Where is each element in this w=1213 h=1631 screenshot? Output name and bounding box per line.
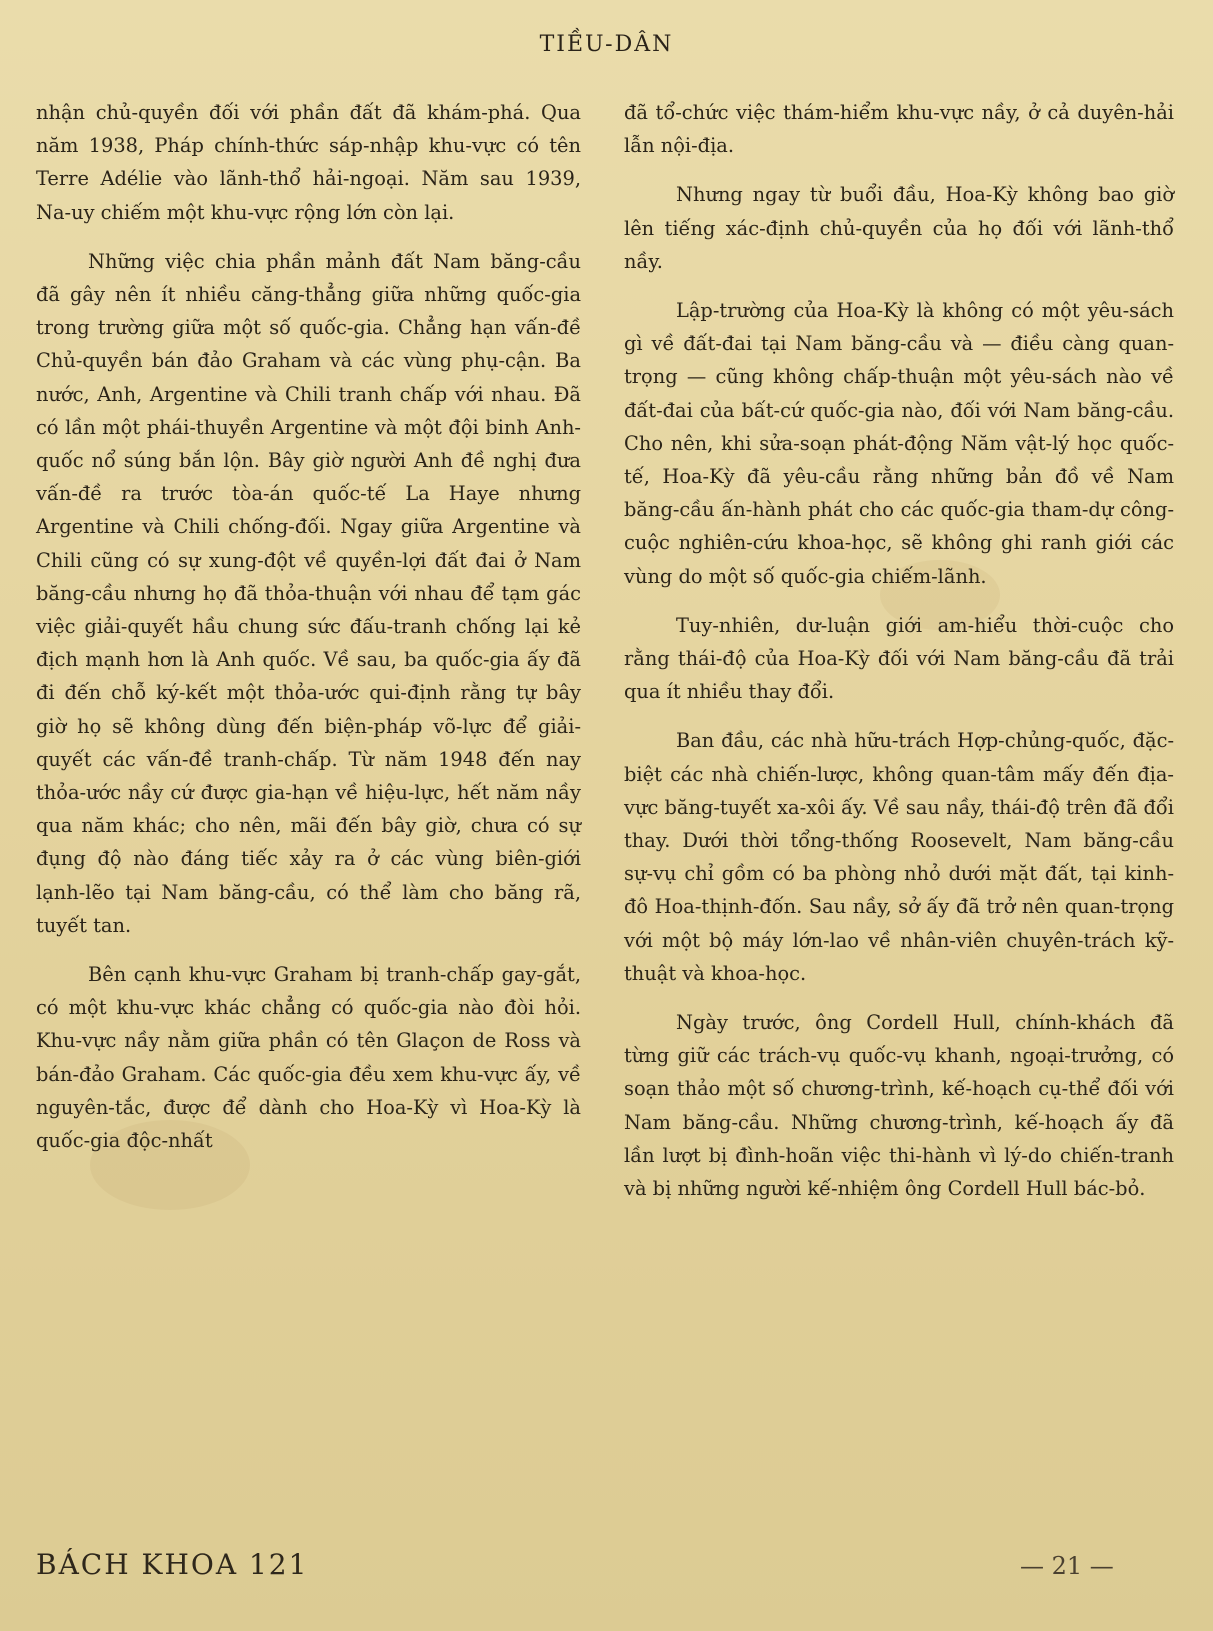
paragraph: Tuy-nhiên, dư-luận giới am-hiểu thời-cuộc cho rằng thái-độ của Hoa-Kỳ đối với Nam băng-cầu đã trải qua ít nhiều thay đổi. <box>624 613 1174 704</box>
paragraph: Bên cạnh khu-vực Graham bị tranh-chấp gay-gắt, có một khu-vực khác chẳng có quốc-gia nào đòi hỏi. Khu-vực nầy nằm giữa phần có tên Glaçon de Ross và bán-đảo Graham. Các quốc-gia đều xem khu-vực ấy, về nguyên-tắc, được để dành cho Hoa-Kỳ vì Hoa-Kỳ là quốc-gia độc-nhất <box>36 963 581 1153</box>
paragraph: Ban đầu, các nhà hữu-trách Hợp-chủng-quốc, đặc-biệt các nhà chiến-lược, không quan-tâm mấy đến địa-vực băng-tuyết xa-xôi ấy. Về sau nầy, thái-độ trên đã đổi thay. Dưới thời tổng-thống Roosevelt, Nam băng-cầu sự-vụ chỉ gồm có ba phòng nhỏ dưới mặt đất, tại kinh-đô Hoa-thịnh-đốn. Sau nầy, sở ấy đã trở nên quan-trọng với một bộ máy lớn-lao về nhân-viên chuyên-trách kỹ-thuật và khoa-học. <box>624 729 1174 985</box>
running-title: TIỀU-DÂN <box>539 32 674 57</box>
paragraph: Những việc chia phần mảnh đất Nam băng-cầu đã gây nên ít nhiều căng-thẳng giữa những quốc-gia trong trường giữa một số quốc-gia. Chẳng hạn vấn-đề Chủ-quyền bán đảo Graham và các vùng phụ-cận. Ba nước, Anh, Argentine và Chili tranh chấp với nhau. Đã có lần một phái-thuyền Argentine và một đội binh Anh-quốc nổ súng bắn lộn. Bây giờ người Anh đề nghị đưa vấn-đề ra trước tòa-án quốc-tế La Haye nhưng Argentine và Chili chống-đối. Ngay giữa Argentine và Chili cũng có sự xung-đột về quyền-lợi đất đai ở Nam băng-cầu nhưng họ đã thỏa-thuận với nhau để tạm gác việc giải-quyết hầu chung sức đấu-tranh chống lại kẻ địch mạnh hơn là Anh quốc. Về sau, ba quốc-gia ấy đã đi đến chỗ ký-kết một thỏa-ước qui-định rằng tự bây giờ họ sẽ không dùng đến biện-pháp võ-lực để giải-quyết các vấn-đề tranh-chấp. Từ năm 1948 đến nay thỏa-ước nầy cứ được gia-hạn về hiệu-lực, hết năm nầy qua năm khác; cho nên, mãi đến bây giờ, chưa có sự đụng độ nào đáng tiếc xảy ra ở các vùng biên-giới lạnh-lẽo tại Nam băng-cầu, có thể làm cho băng rã, tuyết tan. <box>36 249 581 937</box>
paragraph: đã tổ-chức việc thám-hiểm khu-vực nầy, ở cả duyên-hải lẫn nội-địa. <box>624 101 1174 158</box>
left-column <box>36 96 581 1173</box>
page-number: — 21 — <box>1020 1552 1114 1580</box>
paragraph: Lập-trường của Hoa-Kỳ là không có một yêu-sách gì về đất-đai tại Nam băng-cầu và — điều càng quan-trọng — cũng không chấp-thuận một yêu-sách nào về đất-đai của bất-cứ quốc-gia nào, đối với Nam băng-cầu. Cho nên, khi sửa-soạn phát-động Năm vật-lý học quốc-tế, Hoa-Kỳ đã yêu-cầu rằng những bản đồ về Nam băng-cầu ấn-hành phát cho các quốc-gia tham-dự công-cuộc nghiên-cứu khoa-học, sẽ không ghi ranh giới các vùng do một số quốc-gia chiếm-lãnh. <box>624 299 1174 588</box>
right-column <box>624 96 1174 1221</box>
paragraph: Ngày trước, ông Cordell Hull, chính-khách đã từng giữ các trách-vụ quốc-vụ khanh, ngoại-trưởng, có soạn thảo một số chương-trình, kế-hoạch cụ-thể đối với Nam băng-cầu. Những chương-trình, kế-hoạch ấy đã lần lượt bị đình-hoãn việc thi-hành vì lý-do chiến-tranh và bị những người kế-nhiệm ông Cordell Hull bác-bỏ. <box>624 1011 1174 1201</box>
paragraph: nhận chủ-quyền đối với phần đất đã khám-phá. Qua năm 1938, Pháp chính-thức sáp-nhập khu-vực có tên Terre Adélie vào lãnh-thổ hải-ngoại. Năm sau 1939, Na-uy chiếm một khu-vực rộng lớn còn lại. <box>36 101 581 224</box>
magazine-name: BÁCH KHOA 121 <box>36 1548 309 1581</box>
paragraph: Nhưng ngay từ buổi đầu, Hoa-Kỳ không bao giờ lên tiếng xác-định chủ-quyền của họ đối với lãnh-thổ nầy. <box>624 183 1174 273</box>
